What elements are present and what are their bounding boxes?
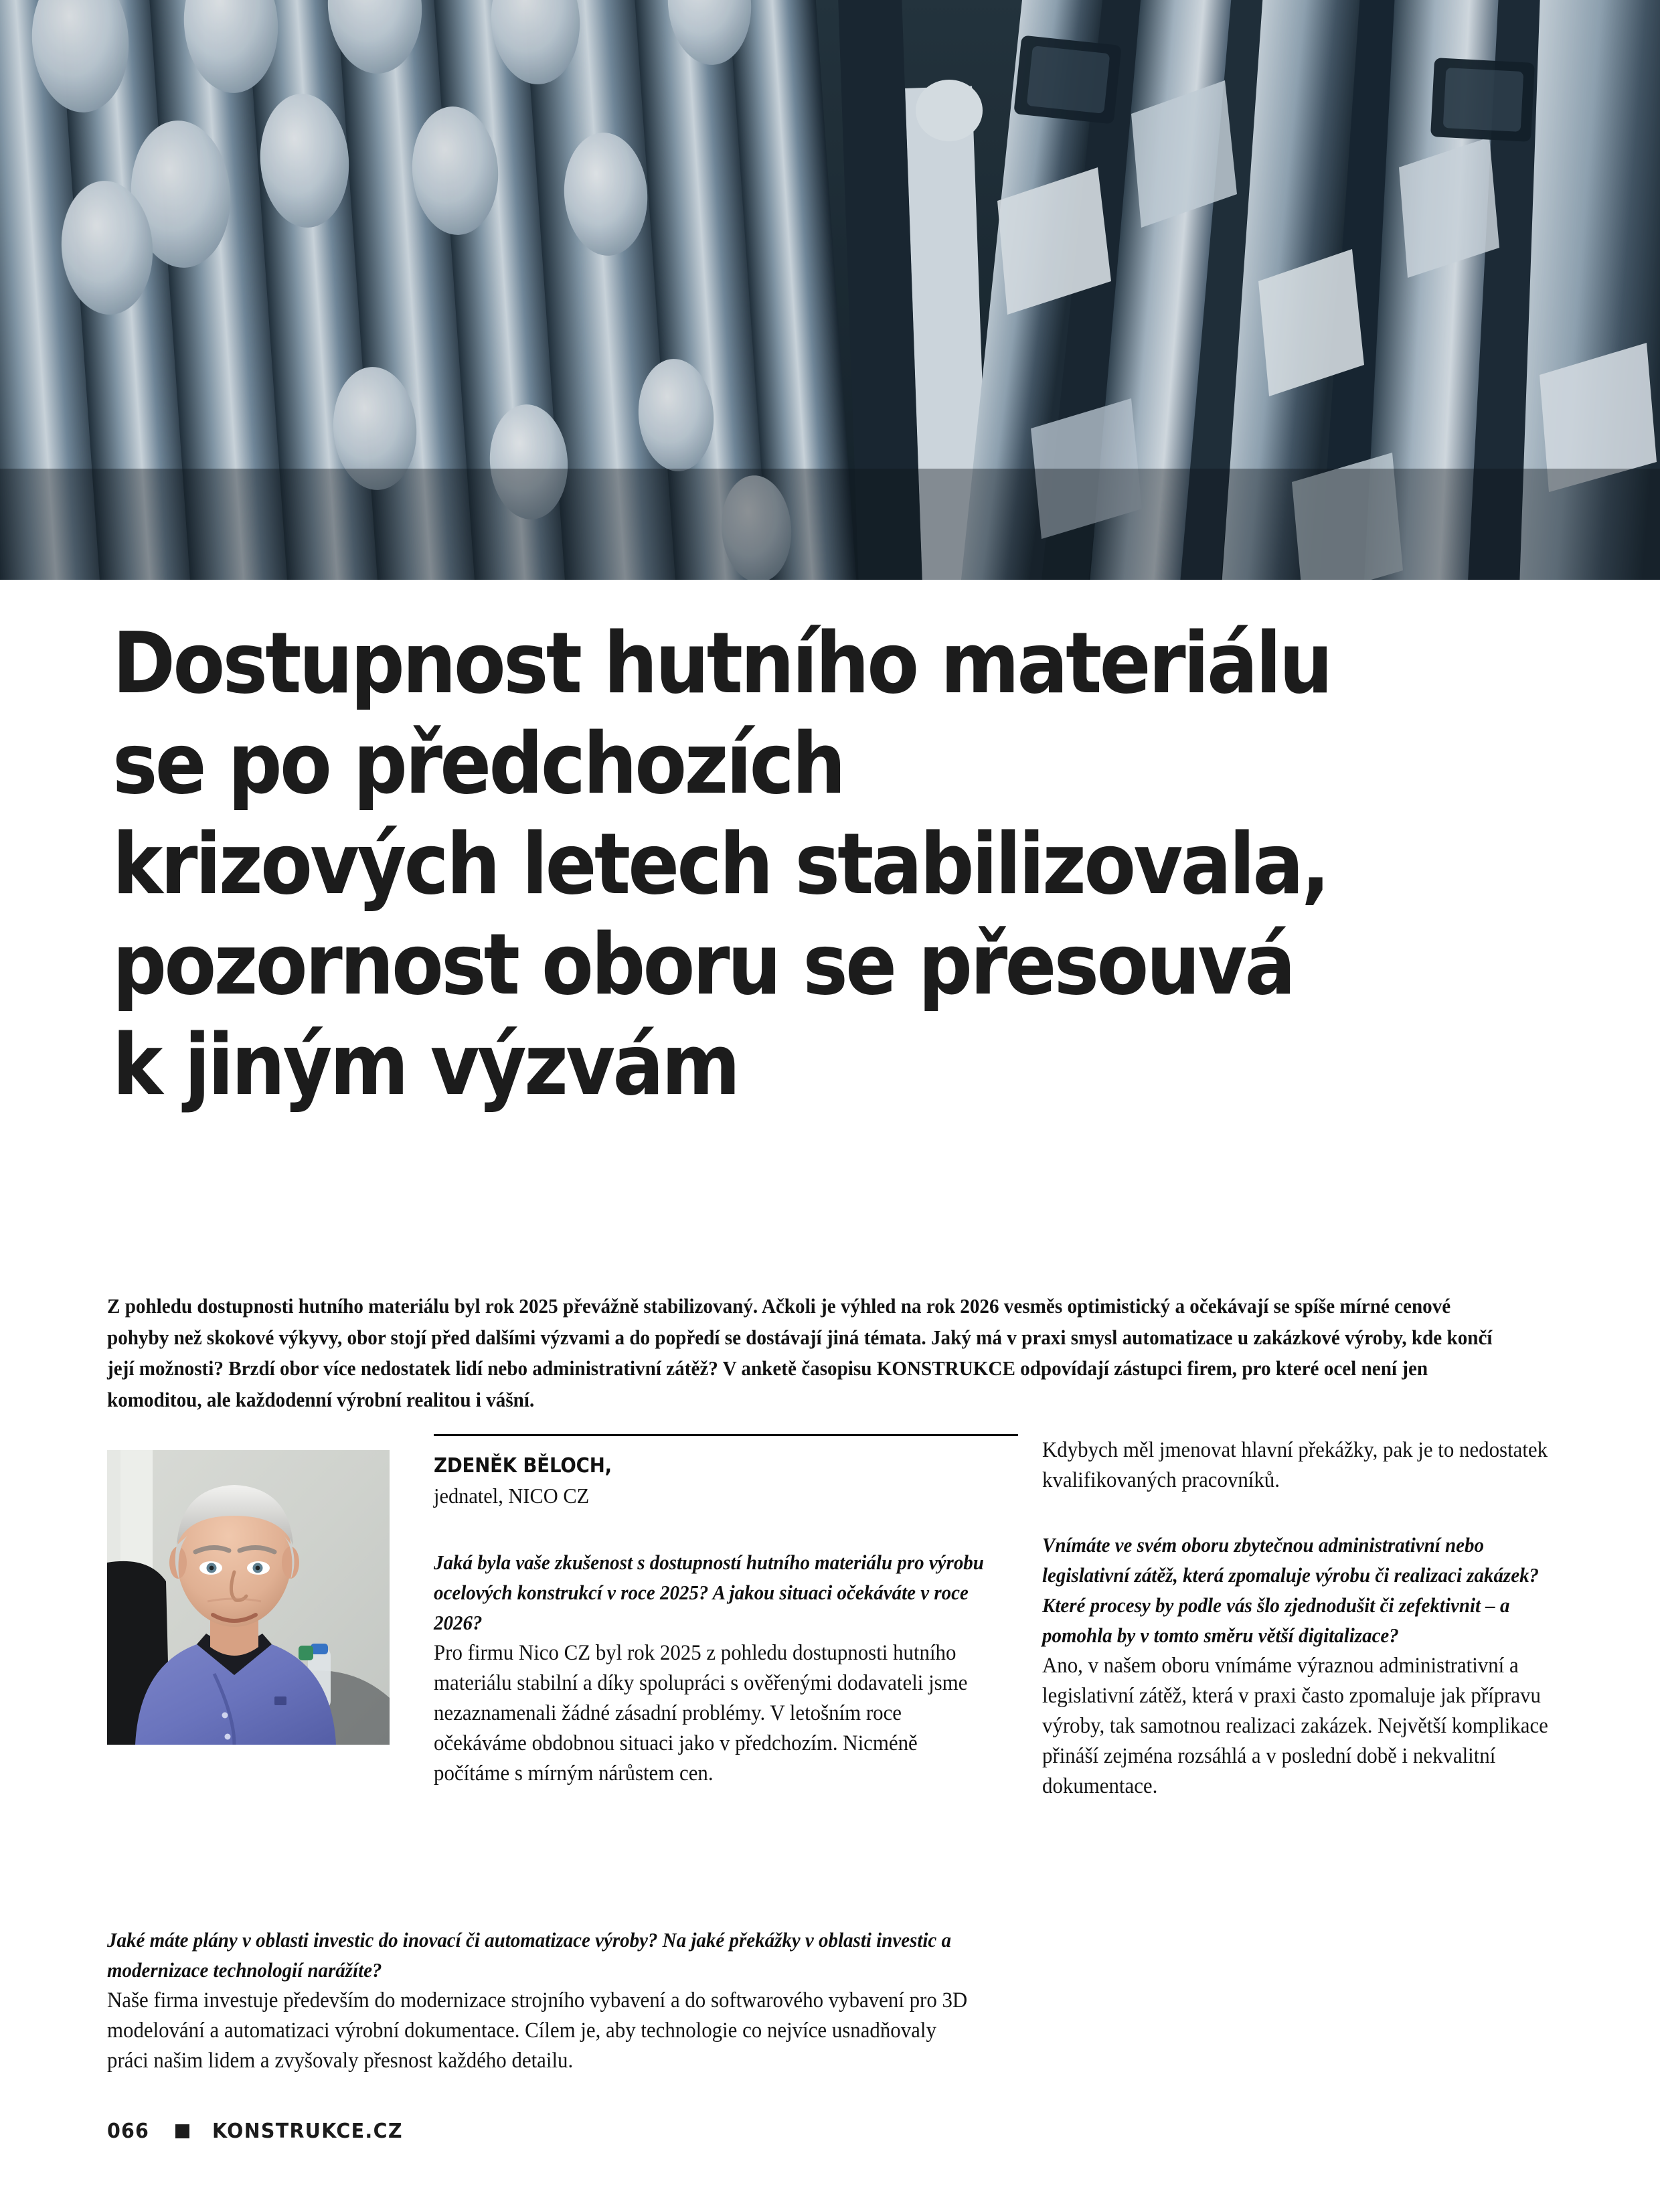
interview-answer-3: Naše firma investuje především do modernizace strojního vybavení a do softwarového vybavení pro 3D modelování a automatizaci výrobní dokumentace. Cílem je, aby technologie co nejvíce usnadňovaly práci našim lidem a zvyšovaly přesnost každého detailu. <box>107 1988 968 2073</box>
page-title <box>112 613 1426 1115</box>
interview-question-3: Jaké máte plány v oblasti investic do inovací či automatizace výroby? Na jaké překážky v oblasti investic a modernizace technologií narážíte? <box>107 1929 952 1982</box>
name-divider <box>434 1434 1018 1436</box>
interview-question-2: Vnímáte ve svém oboru zbytečnou administrativní nebo legislativní zátěž, která zpomaluje výrobu či realizaci zakázek? Které procesy by podle vás šlo zjednodušit či zefektivnit – a pomohla by v tomto směru větší digitalizace? <box>1042 1534 1540 1647</box>
headline-line-1: Dostupnost hutního materiálu <box>112 614 1331 712</box>
respondent-role: jednatel, NICO CZ <box>434 1484 590 1508</box>
hero-steel-illustration <box>0 0 1660 580</box>
headline-line-5: k jiným výzvám <box>112 1016 738 1114</box>
interview-answer-continued: Kdybych měl jmenovat hlavní překážky, pak je to nedostatek kvalifikovaných pracovníků. <box>1042 1438 1548 1492</box>
headline-line-3: krizových letech stabilizovala, <box>112 815 1328 913</box>
interview-answer-2: Ano, v našem oboru vnímáme výraznou administrativní a legislativní zátěž, která v praxi často zpomaluje jak přípravu výroby, tak samotnou realizaci zakázek. Největší komplikace přináší zejména rozsáhlá a v poslední době i nekvalitní dokumentace. <box>1042 1654 1548 1798</box>
article-page <box>0 580 1660 2212</box>
column-right <box>1042 1435 1578 1802</box>
page-number: 066 <box>107 2120 149 2143</box>
headline-line-4: pozornost oboru se přesouvá <box>112 915 1294 1014</box>
respondent-name: ZDENĚK BĚLOCH, <box>434 1454 612 1478</box>
interview-answer-1: Pro firmu Nico CZ byl rok 2025 z pohledu dostupnosti hutního materiálu stabilní a díky spolupráci s ověřenými dodavateli jsme nezaznamenali žádné zásadní problémy. V letošním roce očekáváme obdobnou situaci jako v předchozím. Nicméně počítáme s mírným nárůstem cen. <box>434 1641 968 1786</box>
intro-paragraph: Z pohledu dostupnosti hutního materiálu byl rok 2025 převážně stabilizovaný. Ačkoli je výhled na rok 2026 vesměs optimistický a očekávají se spíše mírné cenové pohyby než skokové výkyvy, obor stojí před dalšími výzvami a do popředí se dostávají jiná témata. Jaký má v praxi smysl automatizace u zakázkové výroby, kde končí její možnosti? Brzdí obor více nedostatek lidí nebo administrativní zátěž? V anketě časopisu KONSTRUKCE odpovídají zástupci firem, pro které ocel není jen komoditou, ale každodenní výrobní realitou i vášní. <box>107 1295 1493 1411</box>
block-bottom <box>107 1925 1027 2076</box>
square-bullet-icon <box>175 2124 189 2138</box>
avatar <box>107 1450 390 1745</box>
headline-line-2: se po předchozích <box>112 714 844 813</box>
interview-question-1: Jaká byla vaše zkušenost s dostupností hutního materiálu pro výrobu ocelových konstrukcí v roce 2025? A jakou situaci očekáváte v roce 2026? <box>434 1551 984 1634</box>
footer-site-label: KONSTRUKCE.CZ <box>212 2120 404 2143</box>
column-middle <box>434 1434 1018 1789</box>
page-footer <box>107 2120 413 2143</box>
portrait-illustration <box>107 1450 390 1745</box>
hero-image <box>0 0 1660 580</box>
